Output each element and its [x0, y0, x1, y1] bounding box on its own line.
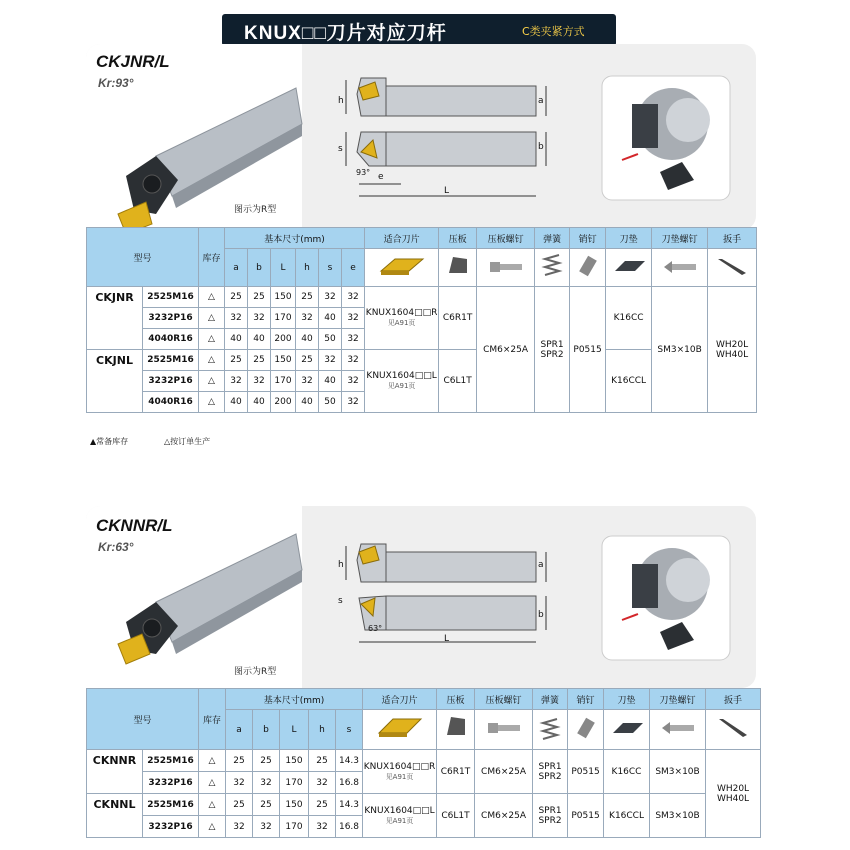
- dim-cell: 32: [248, 308, 271, 329]
- dim-cell: 32: [342, 287, 365, 308]
- clamp-r-cell: C6R1T: [439, 287, 477, 350]
- dim-cell: 40: [248, 329, 271, 350]
- th-dim: s: [336, 710, 363, 750]
- th-dim: b: [248, 249, 271, 287]
- section2-spec-table: [86, 688, 761, 838]
- dim-cell: 170: [280, 816, 309, 838]
- th-shim-screw: 刀垫螺钉: [652, 228, 708, 249]
- clamp-icon: [437, 710, 475, 750]
- insert-icon: [365, 249, 439, 287]
- shim-screw-icon: [652, 249, 708, 287]
- size-cell: 3232P16: [143, 371, 199, 392]
- insert-r-ref: 见A91页: [385, 772, 414, 781]
- dim-cell: 25: [225, 350, 248, 371]
- section1-dim-h: h: [338, 96, 344, 106]
- th-stock: 库存: [199, 689, 226, 750]
- dim-cell: 32: [342, 371, 365, 392]
- wrench1: WH20L: [716, 783, 750, 794]
- th-basic-dims: 基本尺寸(mm): [226, 689, 363, 710]
- stock-cell: △: [199, 772, 226, 794]
- shim-r-cell: K16CC: [604, 750, 650, 794]
- dim-cell: 32: [319, 287, 342, 308]
- th-pin: 销钉: [570, 228, 606, 249]
- dim-cell: 32: [296, 371, 319, 392]
- size-cell: 2525M16: [143, 350, 199, 371]
- dim-cell: 32: [342, 329, 365, 350]
- insert-icon: [363, 710, 437, 750]
- dim-cell: 40: [319, 371, 342, 392]
- section2-illustration-panel: [86, 506, 756, 688]
- screw-icon: [475, 710, 533, 750]
- th-dim: L: [271, 249, 296, 287]
- size-cell: 2525M16: [143, 287, 199, 308]
- th-wrench: 扳手: [706, 689, 761, 710]
- th-clamp: 压板: [437, 689, 475, 710]
- dim-cell: 200: [271, 392, 296, 413]
- th-dim: a: [225, 249, 248, 287]
- th-model: 型号: [87, 228, 199, 287]
- th-stock: 库存: [199, 228, 225, 287]
- section2-dimension-drawing: [331, 534, 571, 654]
- pin-cell: P0515: [570, 287, 606, 413]
- dim-cell: 40: [296, 329, 319, 350]
- section1-dim-s: s: [338, 144, 343, 154]
- shim-screw-cell: SM3×10B: [650, 750, 706, 794]
- th-dim: L: [280, 710, 309, 750]
- dim-cell: 150: [280, 750, 309, 772]
- stock-cell: △: [199, 287, 225, 308]
- section2-dim-s: s: [338, 596, 343, 606]
- spring1: SPR1: [538, 805, 562, 816]
- dim-cell: 32: [253, 816, 280, 838]
- clamp-l-cell: C6L1T: [437, 794, 475, 838]
- th-wrench: 扳手: [708, 228, 757, 249]
- pin-cell: P0515: [568, 750, 604, 794]
- th-insert: 适合刀片: [365, 228, 439, 249]
- dim-cell: 40: [225, 392, 248, 413]
- section1-model-title: CKJNR/L: [96, 52, 170, 71]
- section2-kr-angle: Kr:63°: [98, 540, 134, 554]
- dim-cell: 32: [226, 816, 253, 838]
- wrench2: WH40L: [716, 793, 750, 804]
- dim-cell: 25: [296, 350, 319, 371]
- dim-cell: 32: [342, 392, 365, 413]
- section1-dim-e: e: [378, 172, 384, 182]
- dim-cell: 32: [342, 350, 365, 371]
- size-cell: 2525M16: [143, 750, 199, 772]
- pin-icon: [570, 249, 606, 287]
- dim-cell: 32: [226, 772, 253, 794]
- th-basic-dims: 基本尺寸(mm): [225, 228, 365, 249]
- size-cell: 2525M16: [143, 794, 199, 816]
- th-shim: 刀垫: [604, 689, 650, 710]
- section1-illustration-panel: [86, 44, 756, 230]
- dim-cell: 40: [319, 308, 342, 329]
- insert-l-text: KNUX1604□□L: [364, 805, 435, 816]
- shim-screw-cell: SM3×10B: [652, 287, 708, 413]
- wrench1: WH20L: [716, 339, 749, 350]
- dim-cell: 32: [309, 772, 336, 794]
- section2-dim-h: h: [338, 560, 344, 570]
- section1-spec-table: [86, 227, 757, 413]
- pin-cell: P0515: [568, 794, 604, 838]
- insert-l-cell: [365, 350, 439, 413]
- page-subtitle: C类夹紧方式: [522, 25, 585, 38]
- insert-r-ref: 见A91页: [387, 319, 416, 327]
- dim-cell: 25: [309, 794, 336, 816]
- th-dim: h: [309, 710, 336, 750]
- th-insert: 适合刀片: [363, 689, 437, 710]
- th-clamp-screw: 压板螺钉: [477, 228, 535, 249]
- section1-kr-angle: Kr:93°: [98, 76, 134, 90]
- dim-cell: 170: [280, 772, 309, 794]
- section1-dimension-drawing: [331, 66, 571, 216]
- clamp-r-cell: C6R1T: [437, 750, 475, 794]
- series-ckjnr: CKJNR: [87, 287, 143, 350]
- stock-cell: △: [199, 392, 225, 413]
- dim-cell: 25: [226, 794, 253, 816]
- insert-l-text: KNUX1604□□L: [366, 371, 437, 381]
- dim-cell: 40: [296, 392, 319, 413]
- dim-cell: 170: [271, 371, 296, 392]
- dim-cell: 32: [248, 371, 271, 392]
- th-clamp-screw: 压板螺钉: [475, 689, 533, 710]
- spring-cell: [533, 794, 568, 838]
- insert-l-cell: [363, 794, 437, 838]
- dim-cell: 32: [309, 816, 336, 838]
- legend-order: △按订单生产: [164, 437, 211, 446]
- insert-l-ref: 见A91页: [385, 816, 414, 825]
- shim-screw-icon: [650, 710, 706, 750]
- dim-cell: 32: [342, 308, 365, 329]
- th-pin: 销钉: [568, 689, 604, 710]
- dim-cell: 25: [253, 794, 280, 816]
- dim-cell: 150: [271, 287, 296, 308]
- section2-dim-b: b: [538, 610, 544, 620]
- section1-dim-L: L: [444, 186, 450, 196]
- series-cknnl: CKNNL: [87, 794, 143, 838]
- size-cell: 3232P16: [143, 308, 199, 329]
- stock-cell: △: [199, 308, 225, 329]
- section1-clamp-detail-image: [602, 76, 730, 200]
- dim-cell: 40: [225, 329, 248, 350]
- series-ckjnl: CKJNL: [87, 350, 143, 413]
- dim-cell: 32: [253, 772, 280, 794]
- spring2: SPR2: [540, 349, 564, 360]
- section2-holder-photo: [116, 530, 306, 680]
- insert-r-text: KNUX1604□□R: [365, 308, 438, 318]
- th-dim: b: [253, 710, 280, 750]
- th-clamp: 压板: [439, 228, 477, 249]
- stock-cell: △: [199, 750, 226, 772]
- th-model: 型号: [87, 689, 199, 750]
- dim-cell: 32: [319, 350, 342, 371]
- th-dim: e: [342, 249, 365, 287]
- dim-cell: 16.8: [336, 816, 363, 838]
- clamp-icon: [439, 249, 477, 287]
- stock-cell: △: [199, 350, 225, 371]
- section1-dim-angle: 93°: [356, 168, 371, 177]
- wrench2: WH40L: [716, 349, 749, 360]
- pin-icon: [568, 710, 604, 750]
- section2-clamp-detail-image: [602, 536, 730, 660]
- screw-icon: [477, 249, 535, 287]
- dim-cell: 16.8: [336, 772, 363, 794]
- section2-model-title: CKNNR/L: [96, 516, 173, 535]
- dim-cell: 25: [253, 750, 280, 772]
- spring1: SPR1: [538, 761, 562, 772]
- spring-icon: [535, 249, 570, 287]
- dim-cell: 32: [225, 308, 248, 329]
- section1-holder-photo: [116, 84, 306, 234]
- dim-cell: 50: [319, 392, 342, 413]
- insert-r-text: KNUX1604□□R: [363, 761, 436, 772]
- section2-dim-a: a: [538, 560, 544, 570]
- dim-cell: 200: [271, 329, 296, 350]
- spring-cell: [535, 287, 570, 413]
- dim-cell: 32: [296, 308, 319, 329]
- clamp-screw-cell: CM6×25A: [477, 287, 535, 413]
- insert-l-ref: 见A91页: [387, 382, 416, 390]
- dim-cell: 25: [226, 750, 253, 772]
- stock-cell: △: [199, 329, 225, 350]
- shim-l-cell: K16CCL: [606, 350, 652, 413]
- dim-cell: 170: [271, 308, 296, 329]
- insert-r-cell: [363, 750, 437, 794]
- dim-cell: 25: [309, 750, 336, 772]
- clamp-l-cell: C6L1T: [439, 350, 477, 413]
- page-header: [222, 14, 616, 46]
- th-spring: 弹簧: [533, 689, 568, 710]
- stock-cell: △: [199, 371, 225, 392]
- wrench-icon: [708, 249, 757, 287]
- shim-l-cell: K16CCL: [604, 794, 650, 838]
- section1-dim-b: b: [538, 142, 544, 152]
- spring2: SPR2: [538, 771, 562, 782]
- spring1: SPR1: [540, 339, 564, 350]
- wrench-cell: [706, 750, 761, 838]
- shim-r-cell: K16CC: [606, 287, 652, 350]
- th-dim: h: [296, 249, 319, 287]
- section1-dim-a: a: [538, 96, 544, 106]
- section2-dim-L: L: [444, 634, 450, 644]
- th-dim: s: [319, 249, 342, 287]
- series-cknnr: CKNNR: [87, 750, 143, 794]
- shim-screw-cell: SM3×10B: [650, 794, 706, 838]
- th-spring: 弹簧: [535, 228, 570, 249]
- clamp-screw-cell: CM6×25A: [475, 794, 533, 838]
- insert-r-cell: [365, 287, 439, 350]
- legend-stock: ▲常备库存: [90, 437, 129, 446]
- spring-cell: [533, 750, 568, 794]
- section2-dim-angle: 63°: [368, 624, 383, 633]
- dim-cell: 25: [248, 350, 271, 371]
- th-shim: 刀垫: [606, 228, 652, 249]
- shim-icon: [604, 710, 650, 750]
- dim-cell: 150: [271, 350, 296, 371]
- dim-cell: 25: [248, 287, 271, 308]
- dim-cell: 25: [296, 287, 319, 308]
- wrench-cell: [708, 287, 757, 413]
- section2-caption: 图示为R型: [234, 667, 277, 677]
- th-shim-screw: 刀垫螺钉: [650, 689, 706, 710]
- spring2: SPR2: [538, 815, 562, 826]
- stock-cell: △: [199, 794, 226, 816]
- section1-caption: 图示为R型: [234, 205, 277, 215]
- dim-cell: 50: [319, 329, 342, 350]
- size-cell: 4040R16: [143, 329, 199, 350]
- dim-cell: 150: [280, 794, 309, 816]
- shim-icon: [606, 249, 652, 287]
- size-cell: 4040R16: [143, 392, 199, 413]
- dim-cell: 14.3: [336, 750, 363, 772]
- dim-cell: 32: [225, 371, 248, 392]
- dim-cell: 14.3: [336, 794, 363, 816]
- page-title: KNUX□□刀片对应刀杆: [244, 23, 447, 44]
- th-dim: a: [226, 710, 253, 750]
- dim-cell: 40: [248, 392, 271, 413]
- dim-cell: 25: [225, 287, 248, 308]
- stock-cell: △: [199, 816, 226, 838]
- spring-icon: [533, 710, 568, 750]
- size-cell: 3232P16: [143, 772, 199, 794]
- wrench-icon: [706, 710, 761, 750]
- size-cell: 3232P16: [143, 816, 199, 838]
- clamp-screw-cell: CM6×25A: [475, 750, 533, 794]
